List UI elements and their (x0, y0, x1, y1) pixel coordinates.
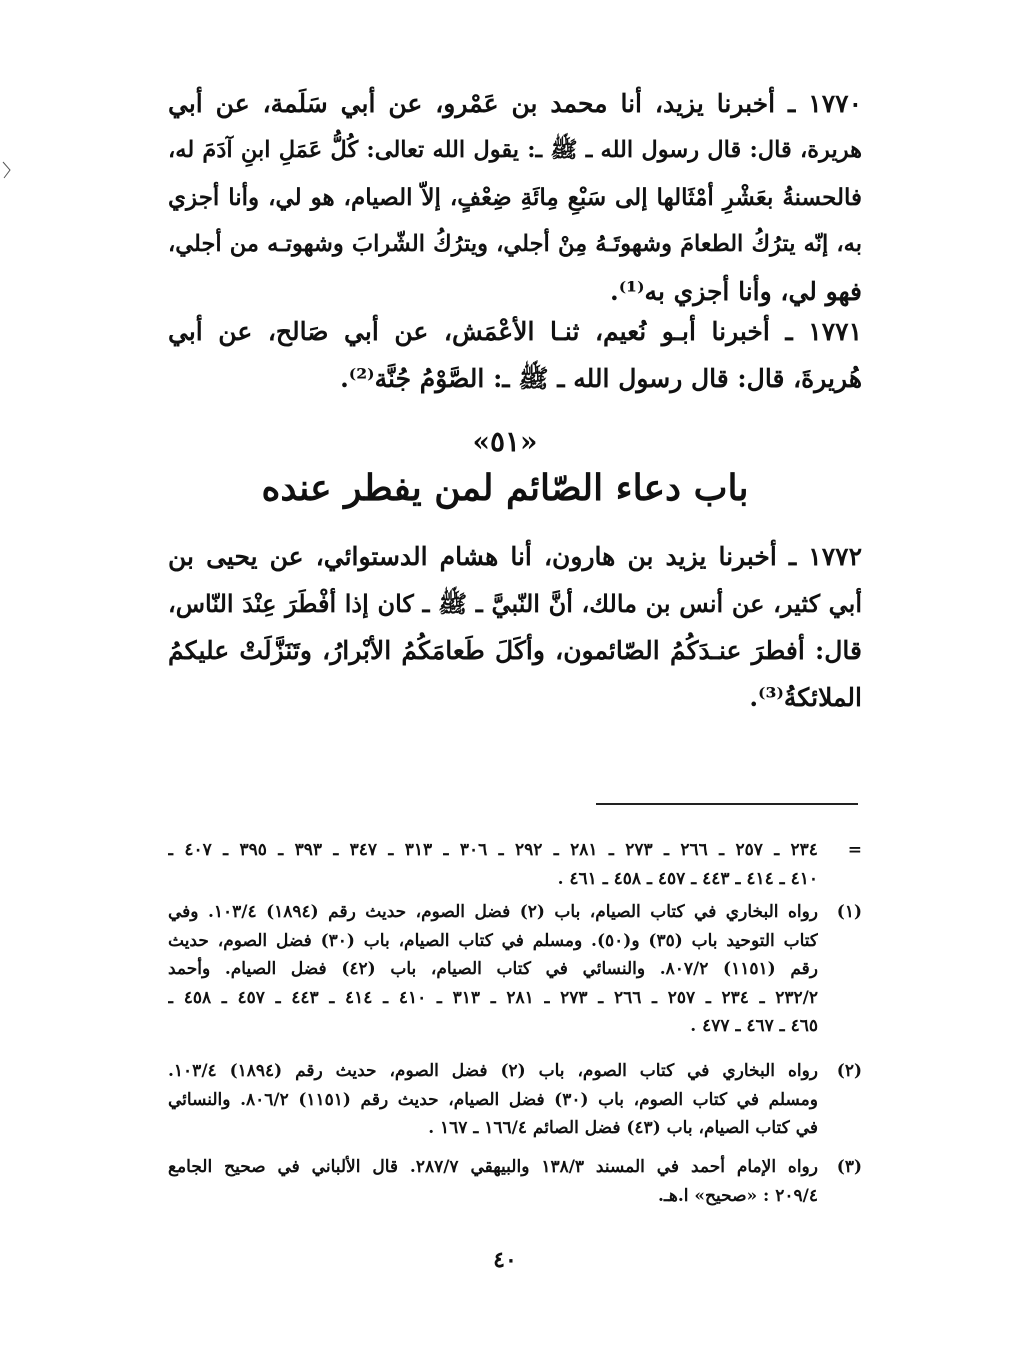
footnote-body (168, 1057, 818, 1143)
footnote-number: (٣) (836, 1157, 862, 1177)
hadith-1771 (168, 308, 862, 402)
text-line: فالحسنةُ بعَشْرِ أمْثَالها إلى سَبْعِ مِائَةِ ضِعْفٍ، إلاّ الصيام، هو لي، وأنا أجزي (168, 184, 862, 211)
text-line: هُريرةَ، قال: قال رسول الله ـ ﷺ ـ: الصَّوْمُ جُنَّة⁽²⁾. (340, 364, 862, 393)
footnote-divider (596, 803, 858, 805)
footnote-line: رواه الإمام أحمد في المسند ١٣٨/٣ والبيهقي ٢٨٧/٧. قال الألباني في صحيح الجامع (168, 1157, 818, 1177)
text-line: فهو لي، وأنا أجزي به⁽¹⁾. (610, 277, 862, 306)
continuation-marker: = (847, 840, 862, 860)
page-number: ٤٠ (493, 1247, 517, 1273)
text-line: قال: أفطرَ عنـدَكُمُ الصّائمون، وأكَلَ طَعامَكُمُ الأبْرارُ، وتَنَزَّلَتْ عليكمُ (168, 636, 862, 665)
text-line: ١٧٧٢ ـ أخبرنا يزيد بن هارون، أنا هشام الدستوائي، عن يحيى بن (168, 542, 862, 571)
footnote-line: رواه البخاري في كتاب الصيام، باب (٢) فضل الصوم، حديث رقم (١٨٩٤) ١٠٣/٤. وفي (168, 902, 818, 922)
footnote-line: رواه البخاري في كتاب الصوم، باب (٢) فضل الصوم، حديث رقم (١٨٩٤) ١٠٣/٤. (168, 1061, 818, 1081)
chapter-title: باب دعاء الصّائم لمن يفطر عنده (261, 467, 749, 509)
footnote-line: في كتاب الصيام، باب (٤٣) فضل الصائم ١٦٦/٤ ـ ١٦٧ . (428, 1118, 818, 1138)
text-line: هريرة، قال: قال رسول الله ـ ﷺ ـ: يقول الله تعالى: كُلُّ عَمَلِ ابنِ آدَمَ له، (168, 137, 862, 163)
footnote-number: (١) (836, 902, 862, 922)
hadith-1770 (168, 80, 862, 315)
text-line: أبي كثير، عن أنس بن مالك، أنَّ النّبيَّ ـ ﷺ ـ كان إذا أفْطَرَ عِنْدَ النّاس، (168, 589, 862, 618)
chapter-number: «٥١» (472, 425, 538, 458)
footnote-body (168, 898, 818, 1041)
footnote-line: ومسلم في كتاب الصوم، باب (٣٠) فضل الصيام، حديث رقم (١١٥١) ٨٠٦/٢. والنسائي (168, 1089, 818, 1110)
footnote-line: ٤١٠ ـ ٤١٤ ـ ٤٤٣ ـ ٤٥٧ ـ ٤٥٨ ـ ٤٦١ . (557, 868, 818, 889)
scan-edge-mark (2, 160, 12, 180)
text-line: ١٧٧١ ـ أخبرنا أبـو نُعيم، ثنـا الأعْمَش، عن أبي صَالح، عن أبي (168, 317, 862, 346)
text-line: به، إنّه يترُكُ الطعامَ وشهوتَـهُ مِنْ أجلي، ويترُكُ الشّرابَ وشهوتـه من أجلي، (168, 231, 862, 257)
footnote-line: ٢٠٩/٤ : «صحيح» ا.هـ. (657, 1185, 818, 1206)
footnote-body (168, 1153, 818, 1210)
footnote-line: رقم (١١٥١) ٨٠٧/٢. والنسائي في كتاب الصيام، باب (٤٢) فضل الصيام. وأحمد (168, 959, 818, 979)
footnote-continuation-body (168, 836, 818, 893)
text-line: الملائكةُ⁽³⁾. (749, 683, 862, 712)
hadith-1772 (168, 533, 862, 721)
footnote-line: ٢٣٤ ـ ٢٥٧ ـ ٢٦٦ ـ ٢٧٣ ـ ٢٨١ ـ ٢٩٢ ـ ٣٠٦ ـ ٣١٣ ـ ٣٤٧ ـ ٣٩٣ ـ ٣٩٥ ـ ٤٠٧ ـ (168, 840, 818, 860)
footnote-line: ٢٣٢/٢ ـ ٢٣٤ ـ ٢٥٧ ـ ٢٦٦ ـ ٢٧٣ ـ ٢٨١ ـ ٣١٣ ـ ٤١٠ ـ ٤١٤ ـ ٤٤٣ ـ ٤٥٧ ـ ٤٥٨ ـ (168, 987, 818, 1008)
footnote-line: ٤٦٥ ـ ٤٦٧ ـ ٤٧٧ . (690, 1016, 818, 1036)
footnote-line: كتاب التوحيد باب (٣٥) و(٥٠). ومسلم في كتاب الصيام، باب (٣٠) فضل الصوم، حديث (168, 930, 818, 951)
footnote-number: (٢) (836, 1061, 862, 1081)
text-line: ١٧٧٠ ـ أخبرنا يزيد، أنا محمد بن عَمْرو، عن أبي سَلَمة، عن أبي (168, 89, 862, 118)
